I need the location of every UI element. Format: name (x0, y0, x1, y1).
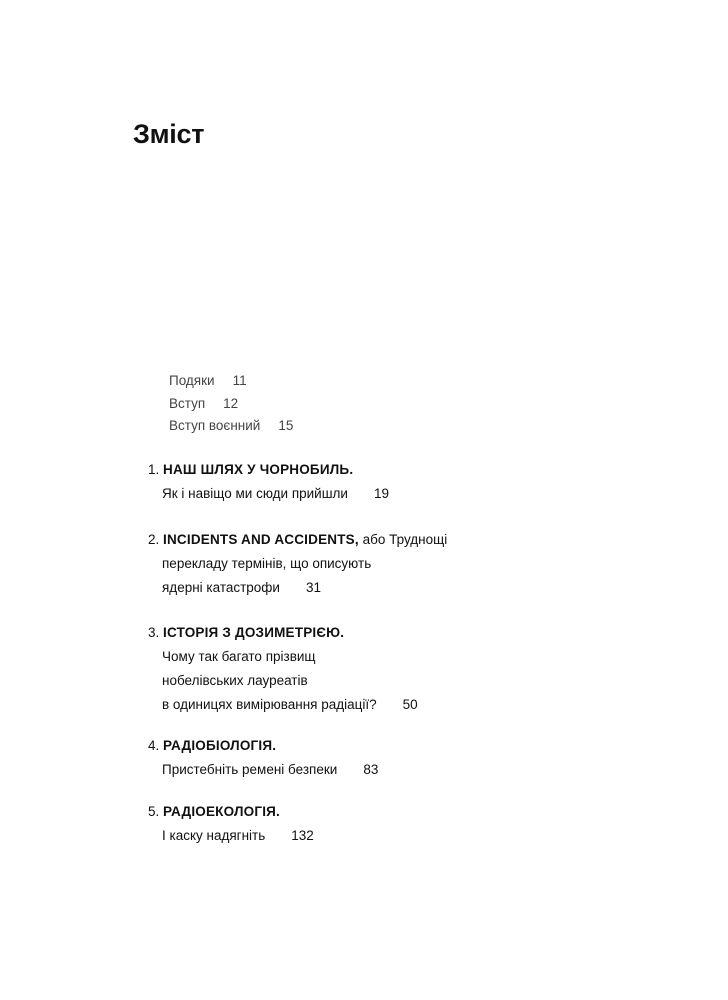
toc-entry-label: Вступ воєнний (169, 418, 261, 433)
toc-page-number: 11 (232, 373, 247, 388)
chapter-subtitle-line (148, 758, 378, 782)
toc-chapter-5[interactable] (148, 800, 314, 848)
toc-entry-acknowledgements[interactable] (169, 370, 293, 393)
chapter-number: 3. (148, 625, 160, 640)
toc-page-number: 15 (278, 418, 294, 433)
chapter-number: 2. (148, 532, 160, 547)
chapter-subtitle-line (148, 824, 314, 848)
chapter-subtitle-line (148, 645, 418, 669)
toc-chapter-4[interactable] (148, 734, 378, 782)
chapter-heading (148, 458, 389, 482)
chapter-subtitle-text: перекладу термінів, що описують (162, 556, 372, 571)
chapter-subtitle-line (148, 576, 447, 600)
page-title: Зміст (133, 119, 205, 149)
toc-page-number: 19 (373, 486, 390, 501)
chapter-name: INCIDENTS AND ACCIDENTS, (163, 532, 359, 547)
chapter-subtitle-text: нобелівських лауреатів (162, 673, 308, 688)
chapter-name-tail: або Труднощі (362, 532, 448, 547)
chapter-heading (148, 734, 378, 758)
toc-entry-introduction[interactable] (169, 393, 293, 416)
toc-entry-war-introduction[interactable] (169, 415, 293, 438)
chapter-number: 4. (148, 738, 160, 753)
toc-page-number: 12 (223, 395, 239, 411)
chapter-name: РАДІОЕКОЛОГІЯ. (163, 804, 281, 819)
chapter-name: НАШ ШЛЯХ У ЧОРНОБИЛЬ. (163, 462, 354, 477)
front-matter-list (169, 370, 293, 438)
chapter-subtitle-text: в одиницях вимірювання радіації? (162, 697, 377, 712)
chapter-subtitle-line (148, 552, 447, 576)
chapter-subtitle-line (148, 669, 418, 693)
chapter-heading (148, 621, 418, 645)
toc-page-number: 50 (402, 697, 418, 712)
chapter-number: 5. (148, 804, 160, 819)
chapter-subtitle-text: Пристебніть ремені безпеки (162, 762, 338, 777)
chapter-subtitle-text: Як і навіщо ми сюди прийшли (162, 486, 348, 501)
toc-chapter-1[interactable] (148, 458, 389, 506)
chapter-subtitle-line (148, 693, 418, 717)
chapter-number: 1. (148, 462, 160, 477)
chapter-heading (148, 800, 314, 824)
chapter-subtitle-text: І каску надягніть (162, 828, 266, 843)
chapter-subtitle-line (148, 482, 389, 506)
toc-chapter-3[interactable] (148, 621, 418, 717)
toc-chapter-2[interactable] (148, 528, 447, 600)
chapter-subtitle-text: Чому так багато прізвищ (162, 649, 316, 664)
chapter-subtitle-text: ядерні катастрофи (162, 580, 280, 595)
toc-page-number: 83 (363, 762, 379, 777)
chapter-name: РАДІОБІОЛОГІЯ. (163, 738, 277, 753)
toc-page-number: 132 (291, 828, 314, 843)
toc-entry-label: Вступ (169, 395, 206, 411)
chapter-heading (148, 528, 447, 552)
chapter-name: ІСТОРІЯ З ДОЗИМЕТРІЄЮ. (163, 625, 345, 640)
toc-page-number: 31 (305, 580, 321, 595)
toc-entry-label: Подяки (169, 373, 215, 388)
